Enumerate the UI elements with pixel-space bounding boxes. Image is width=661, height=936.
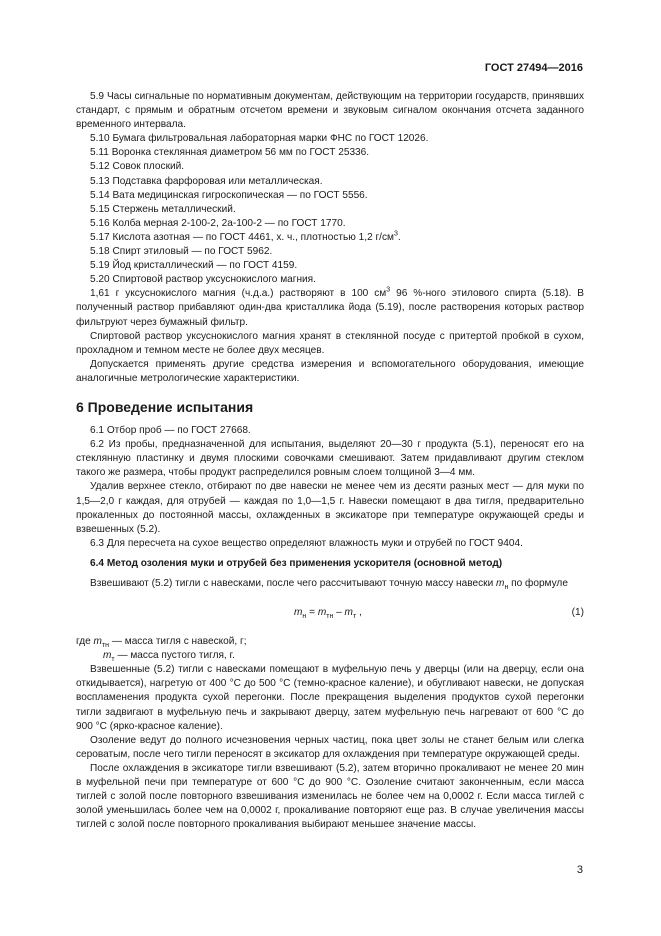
- formula-sub-t: т: [352, 613, 357, 621]
- formula-minus: –: [333, 607, 345, 619]
- clause-6-4-para-3: Озоление ведут до полного исчезновения черных частиц, пока цвет золы не станет белым или слегка сероватым, после чего тигли переносят в эксикатор для охлаждения при температуре окружающей среды.: [76, 734, 584, 760]
- magnesium-solution-paragraph: [76, 287, 584, 329]
- formula-1: [76, 599, 584, 627]
- item-5-18: 5.18 Спирт этиловый — по ГОСТ 5962.: [90, 246, 273, 258]
- item-5-15: 5.15 Стержень металлический.: [90, 203, 236, 215]
- clause-6-4-intro: [76, 577, 584, 591]
- formula-comma: ,: [356, 607, 362, 619]
- page-content: [76, 90, 584, 832]
- clause-6-3: 6.3 Для пересчета на сухое вещество определяют влажность муки и отрубей по ГОСТ 9404.: [90, 537, 523, 549]
- section-6-title: 6 Проведение испытания: [76, 398, 254, 415]
- storage-paragraph: Спиртовой раствор уксуснокислого магния хранят в стеклянной посуде с притертой пробкой в сухом, прохладном и темном месте не более двух месяцев.: [76, 330, 584, 356]
- where-text-2: — масса пустого тигля, г.: [114, 650, 235, 662]
- formula-m3: m: [344, 607, 353, 619]
- mg-text-b: 96 %-ного этилового спирта (5.18). В полученный раствор прибавляют один-два кристаллика йода (5.19), после растворения которых раствор фильтруют через бумажный фильтр.: [76, 288, 584, 328]
- where-line-1: [76, 635, 584, 649]
- item-5-20: 5.20 Спиртовой раствор уксуснокислого магния.: [90, 274, 316, 286]
- where-sub-tn: тн: [101, 642, 110, 650]
- item-5-16: 5.16 Колба мерная 2-100-2, 2а-100-2 — по ГОСТ 1770.: [90, 217, 346, 229]
- superscript-3b: 3: [386, 286, 391, 294]
- where-line-2: [103, 649, 584, 663]
- clause-6-2: 6.2 Из пробы, предназначенной для испытания, выделяют 20—30 г продукта (5.1), переносят его на стеклянную пластинку и двумя плоскими совочками смешивают. Затем придавливают другим стеклом такого же размера, чтобы продукт распределился ровным слоем толщиной 3—4 мм.: [76, 439, 584, 479]
- item-5-14: 5.14 Вата медицинская гигроскопическая — по ГОСТ 5556.: [90, 189, 368, 201]
- sub-n: н: [504, 584, 509, 592]
- item-5-12: 5.12 Совок плоский.: [90, 161, 185, 173]
- formula-equals: =: [306, 607, 318, 619]
- formula-m2: m: [317, 607, 327, 619]
- formula-sub-n: н: [302, 613, 307, 621]
- other-instruments-paragraph: Допускается применять другие средства измерения и вспомогательного оборудования, имеющие аналогичные метрологические характеристики.: [76, 358, 584, 384]
- clause-6-4-para-4: После охлаждения в эксикаторе тигли взвешивают (5.2), затем вторично прокаливают не менее 20 мин в муфельной печи при температуре от 600 °С до 900 °С. Озоление считают законченным, если масса тиглей с золой после повторного взвешивания изменилась не более чем на 0,0002 г. Если масса тиглей с золой уменьшилась более чем на 0,0002 г, прокаливание повторяют еще раз. В случае увеличения массы тиглей с золой после повторного прокаливания выбирают меньшее значение массы.: [76, 762, 584, 831]
- var-m: m: [496, 578, 505, 589]
- where-m2: m: [103, 650, 112, 662]
- where-text-1: — масса тигля с навеской, г;: [109, 636, 247, 648]
- formula-m1: m: [294, 607, 303, 619]
- page-number: 3: [576, 864, 583, 876]
- where-m1: m: [93, 636, 102, 648]
- formula-number: (1): [571, 607, 584, 619]
- item-5-17-text: 5.17 Кислота азотная — по ГОСТ 4461, х. ч., плотностью 1,2 г/см: [90, 231, 394, 243]
- where-sub-t: т: [111, 656, 115, 664]
- mg-text-a: 1,61 г уксуснокислого магния (ч.д.а.) растворяют в 100 см: [90, 288, 387, 300]
- standard-code-header: ГОСТ 27494—2016: [484, 62, 583, 74]
- item-5-13: 5.13 Подставка фарфоровая или металлическая.: [90, 175, 323, 187]
- formula-expression: [294, 606, 362, 620]
- clause-6-1: 6.1 Отбор проб — по ГОСТ 27668.: [90, 425, 251, 437]
- intro-text: Взвешивают (5.2) тигли с навесками, после чего рассчитывают точную массу навески: [90, 578, 494, 589]
- superscript-3: 3: [393, 230, 398, 238]
- item-5-10: 5.10 Бумага фильтровальная лабораторная марки ФНС по ГОСТ 12026.: [90, 133, 429, 145]
- intro-end: по формуле: [511, 578, 568, 589]
- item-5-17: 5.17 Кислота азотная — по ГОСТ 4461, х. ч., плотностью 1,2 $г/см^3$.: [90, 230, 401, 243]
- item-5-9: 5.9 Часы сигнальные по нормативным документам, действующим на территории государств, принявших стандарт, с прямым и обратным отсчетом времени и звуковым сигналом окончания отсчета заданного временного интервала.: [76, 91, 584, 131]
- clause-6-4-title: 6.4 Метод озоления муки и отрубей без применения ускорителя (основной метод): [90, 557, 503, 569]
- item-5-11: 5.11 Воронка стеклянная диаметром 56 мм по ГОСТ 25336.: [90, 147, 370, 159]
- item-5-19: 5.19 Йод кристаллический — по ГОСТ 4159.: [90, 260, 298, 272]
- clause-6-4-para-2: Взвешенные (5.2) тигли с навесками помещают в муфельную печь у дверцы (или на дверцу, если она откидывается), нагретую от 400 °С до 500 °С (темно-красное каление), и обугливают навески, не допуская воспламенения продукта сухой перегонки. После прекращения выделения продуктов сухой перегонки тигли задвигают в муфельную печь и закрывают дверцу, затем муфельную печь нагревают от 600 °С до 900 °С (ярко-красное каление).: [76, 664, 584, 732]
- clause-6-2-continued: Удалив верхнее стекло, отбирают по две навески не менее чем из десяти разных мест — для муки по 1,5—2,0 г каждая, для отрубей — каждая по 1,0—1,5 г. Навески помещают в два тигля, предварительно прокаленных до постоянной массы, охлажденных в эксикаторе при температуре окружающей среды и взвешенных (5.2).: [76, 481, 584, 535]
- where-prefix: где: [76, 636, 94, 648]
- formula-sub-tn: тн: [326, 613, 334, 621]
